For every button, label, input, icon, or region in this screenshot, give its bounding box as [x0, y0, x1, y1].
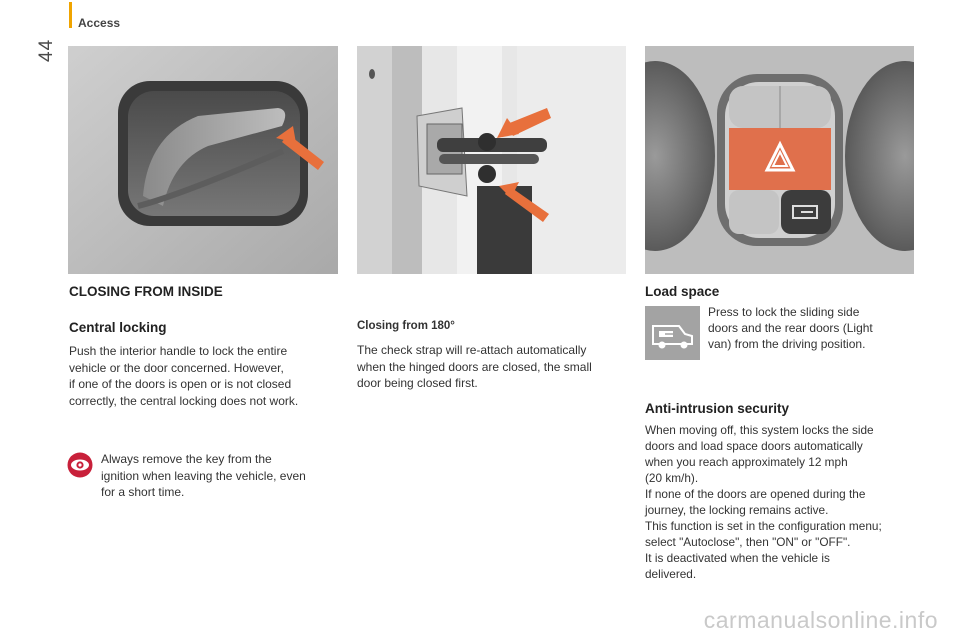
load-space-text: Press to lock the sliding side doors and the rear doors (Light van) from the driving position.	[708, 305, 873, 351]
eye-warning-icon	[67, 452, 93, 478]
closing-from-inside-heading: CLOSING FROM INSIDE	[69, 284, 223, 299]
page-number: 44	[36, 38, 57, 62]
section-title: Access	[78, 16, 121, 30]
key-warning-text: Always remove the key from the ignition when leaving the vehicle, even for a short time.	[101, 452, 306, 499]
watermark: carmanualsonline.info	[703, 607, 938, 633]
closing-180-heading: Closing from 180°	[357, 320, 455, 332]
central-locking-heading: Central locking	[69, 320, 167, 335]
interior-door-handle-photo	[68, 46, 338, 274]
central-locking-text: Push the interior handle to lock the entire vehicle or the door concerned. However, if one of the doors is open or is not closed correctly, the central locking does not work.	[69, 344, 299, 408]
dashboard-hazard-switch-photo	[645, 46, 914, 274]
door-check-strap-photo	[357, 46, 626, 274]
anti-intrusion-heading: Anti-intrusion security	[645, 401, 790, 416]
anti-intrusion-text: When moving off, this system locks the side doors and load space doors automatically when you reach approximately 12 mph (20 km/h). If none of the doors are opened during the journey, the locking remains active. This function is set in the configuration menu; select "Autoclose", then "ON" or "OFF". It is deactivated when the vehicle is delivered.	[645, 423, 882, 581]
van-lock-icon	[645, 306, 700, 360]
closing-180-text: The check strap will re-attach automatically when the hinged doors are closed, the small door being closed first.	[357, 343, 592, 390]
load-space-heading: Load space	[645, 284, 720, 299]
section-accent-bar	[69, 2, 72, 28]
